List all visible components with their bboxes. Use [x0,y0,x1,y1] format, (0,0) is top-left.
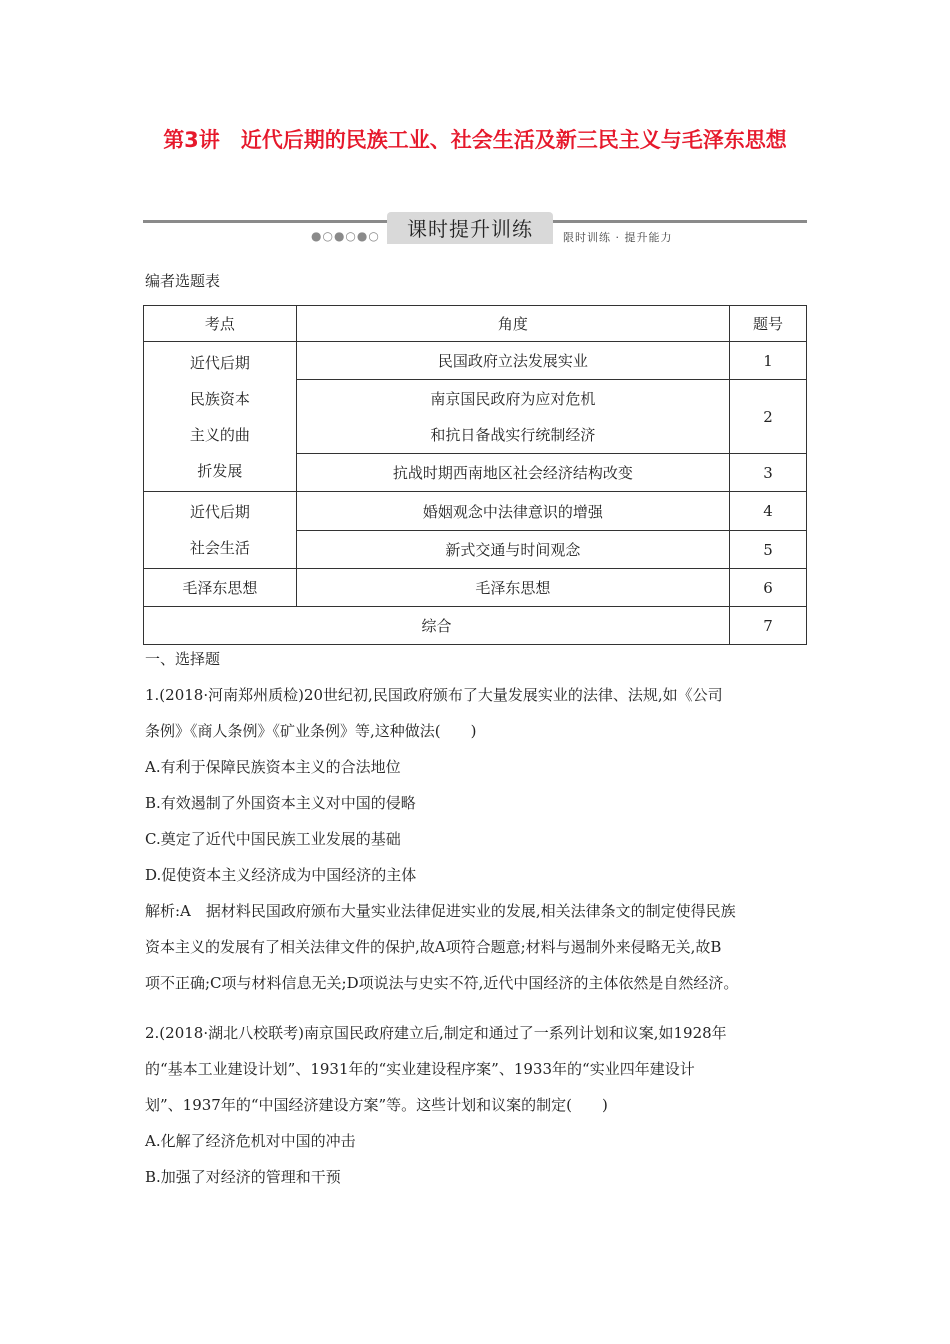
topic-line: 民族资本 [189,389,250,408]
banner-box [387,212,553,244]
question-1 [145,677,807,1001]
angle-cell: 民国政府立法发展实业 [296,342,729,380]
header-angle: 角度 [296,306,729,342]
section-banner [143,210,807,246]
question-2 [145,1015,807,1195]
table-caption: 编者选题表 [145,272,221,290]
number-cell: 7 [730,607,807,645]
question-stem: 2.(2018·湖北八校联考)南京国民政府建立后,制定和通过了一系列计划和议案,如1928年 [145,1024,727,1042]
question-stem: 的“基本工业建设计划”、1931年的“实业建设程序案”、1933年的“实业四年建设计 [145,1060,695,1078]
angle-cell: 抗战时期西南地区社会经济结构改变 [296,454,729,492]
option-a: A.化解了经济危机对中国的冲击 [145,1132,356,1150]
option-c: C.奠定了近代中国民族工业发展的基础 [145,830,401,848]
banner-label: 课时提升训练 [407,217,533,241]
angle-cell: 新式交通与时间观念 [296,531,729,569]
number-cell: 2 [730,380,807,454]
table-header-row [144,306,807,342]
banner-dots-icon: ●○●○●○ [311,229,380,243]
topic-line: 社会生活 [189,539,250,557]
table-row [144,607,807,645]
question-stem: 条例》《商人条例》《矿业条例》等,这种做法( ) [145,722,477,740]
angle-cell [296,380,729,454]
header-number: 题号 [730,306,807,342]
banner-tagline: 限时训练 · 提升能力 [563,231,673,244]
topic-line: 折发展 [197,461,243,480]
topic-table [143,305,807,645]
number-cell: 5 [730,531,807,569]
question-stem: 1.(2018·河南郑州质检)20世纪初,民国政府颁布了大量发展实业的法律、法规,如《公司 [145,686,723,704]
analysis: 项不正确;C项与材料信息无关;D项说法与史实不符,近代中国经济的主体依然是自然经济。 [145,974,739,992]
number-cell: 1 [730,342,807,380]
option-a: A.有利于保障民族资本主义的合法地位 [145,758,401,776]
angle-line: 南京国民政府为应对危机 [430,389,596,408]
topic-cell [144,342,297,492]
number-cell: 3 [730,454,807,492]
topic-line: 近代后期 [189,503,250,521]
table-row [144,569,807,607]
header-topic: 考点 [144,306,297,342]
angle-cell: 综合 [144,607,730,645]
analysis: 解析:A 据材料民国政府颁布大量实业法律促进实业的发展,相关法律条文的制定使得民族 [145,902,736,920]
question-stem: 划”、1937年的“中国经济建设方案”等。这些计划和议案的制定( ) [145,1096,608,1114]
analysis: 资本主义的发展有了相关法律文件的保护,故A项符合题意;材料与遏制外来侵略无关,故B [145,938,722,956]
topic-line: 近代后期 [189,353,250,372]
section-heading: 一、选择题 [145,650,221,668]
lesson-title: 第3讲 近代后期的民族工业、社会生活及新三民主义与毛泽东思想 [163,128,787,152]
option-d: D.促使资本主义经济成为中国经济的主体 [145,866,417,884]
option-b: B.加强了对经济的管理和干预 [145,1168,341,1186]
table-row [144,342,807,380]
number-cell: 6 [730,569,807,607]
table-row [144,492,807,531]
topic-cell: 毛泽东思想 [144,569,297,607]
topic-cell [144,492,297,569]
topic-line: 主义的曲 [189,425,250,444]
option-b: B.有效遏制了外国资本主义对中国的侵略 [145,794,416,812]
angle-cell: 婚姻观念中法律意识的增强 [296,492,729,531]
number-cell: 4 [730,492,807,531]
angle-cell: 毛泽东思想 [296,569,729,607]
angle-line: 和抗日备战实行统制经济 [430,425,596,444]
